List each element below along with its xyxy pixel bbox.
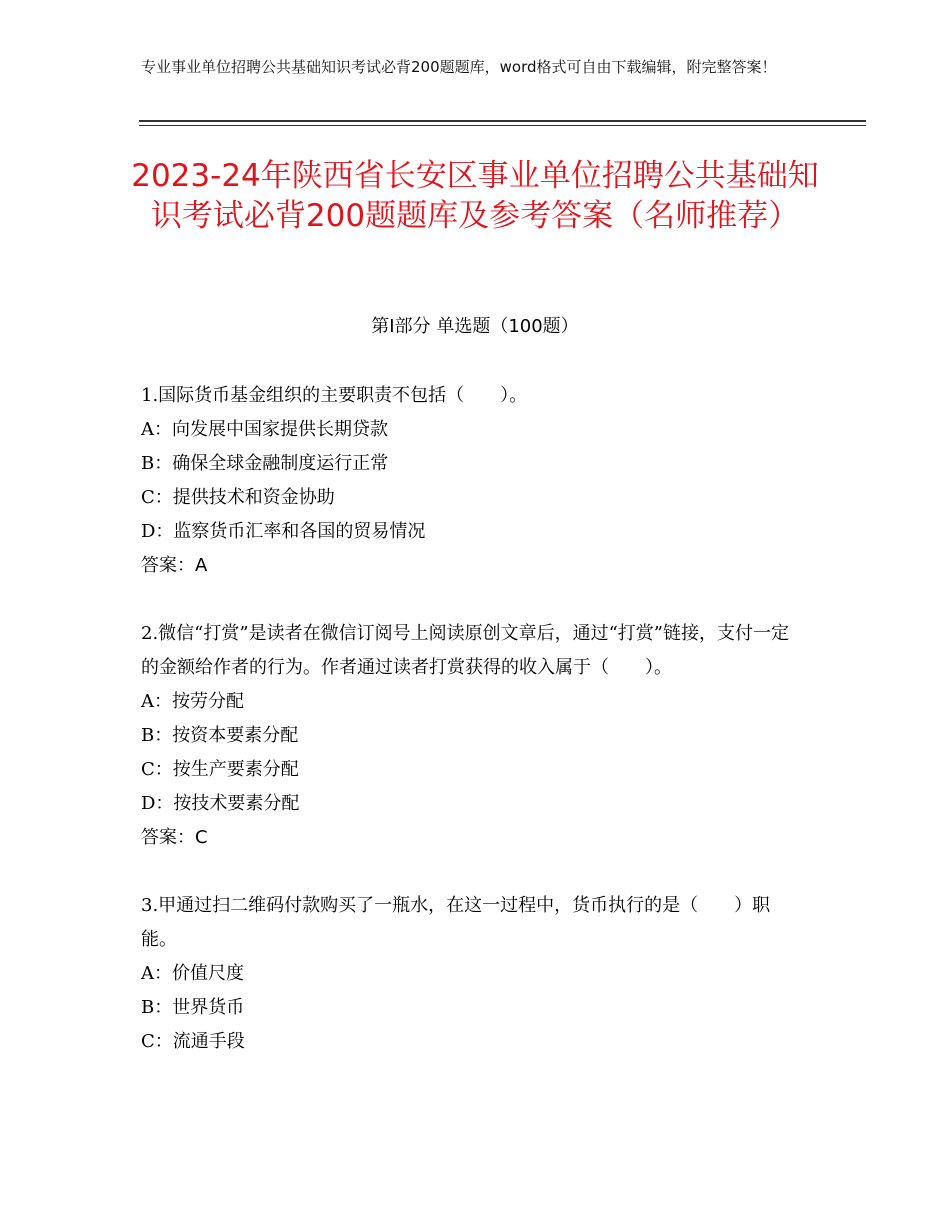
document-title: 2023-24年陕西省长安区事业单位招聘公共基础知识考试必背200题题库及参考答案（名师推荐） bbox=[131, 158, 819, 234]
option-c: C：提供技术和资金协助 bbox=[141, 487, 335, 508]
option-b: B：确保全球金融制度运行正常 bbox=[141, 453, 389, 474]
question-stem: 3.甲通过扫二维码付款购买了一瓶水，在这一过程中，货币执行的是（ ）职能。 bbox=[141, 895, 771, 950]
section-title: 第Ⅰ部分 单选题（100题） bbox=[371, 316, 579, 337]
option-a: A：按劳分配 bbox=[141, 691, 244, 712]
answer: 答案：C bbox=[141, 827, 208, 848]
option-a: A：价值尺度 bbox=[141, 963, 244, 984]
question-3 bbox=[141, 889, 801, 1059]
option-b: B：按资本要素分配 bbox=[141, 725, 299, 746]
option-c: C：按生产要素分配 bbox=[141, 759, 299, 780]
option-d: D：按技术要素分配 bbox=[141, 793, 300, 814]
question-stem: 2.微信“打赏”是读者在微信订阅号上阅读原创文章后，通过“打赏”链接，支付一定的金额给作者的行为。作者通过读者打赏获得的收入属于（ ）。 bbox=[141, 623, 789, 678]
question-2 bbox=[141, 617, 801, 855]
option-c: C：流通手段 bbox=[141, 1031, 245, 1052]
question-stem: 1.国际货币基金组织的主要职责不包括（ ）。 bbox=[141, 385, 528, 406]
option-b: B：世界货币 bbox=[141, 997, 245, 1018]
option-d: D：监察货币汇率和各国的贸易情况 bbox=[141, 521, 426, 542]
option-a: A：向发展中国家提供长期贷款 bbox=[141, 419, 388, 440]
header-divider-thin bbox=[139, 125, 866, 126]
document-header-note: 专业事业单位招聘公共基础知识考试必背200题题库，word格式可自由下载编辑，附完整答案！ bbox=[141, 58, 777, 76]
question-list bbox=[141, 379, 801, 1059]
question-1 bbox=[141, 379, 801, 583]
header-divider-thick bbox=[139, 120, 866, 122]
answer: 答案：A bbox=[141, 555, 208, 576]
